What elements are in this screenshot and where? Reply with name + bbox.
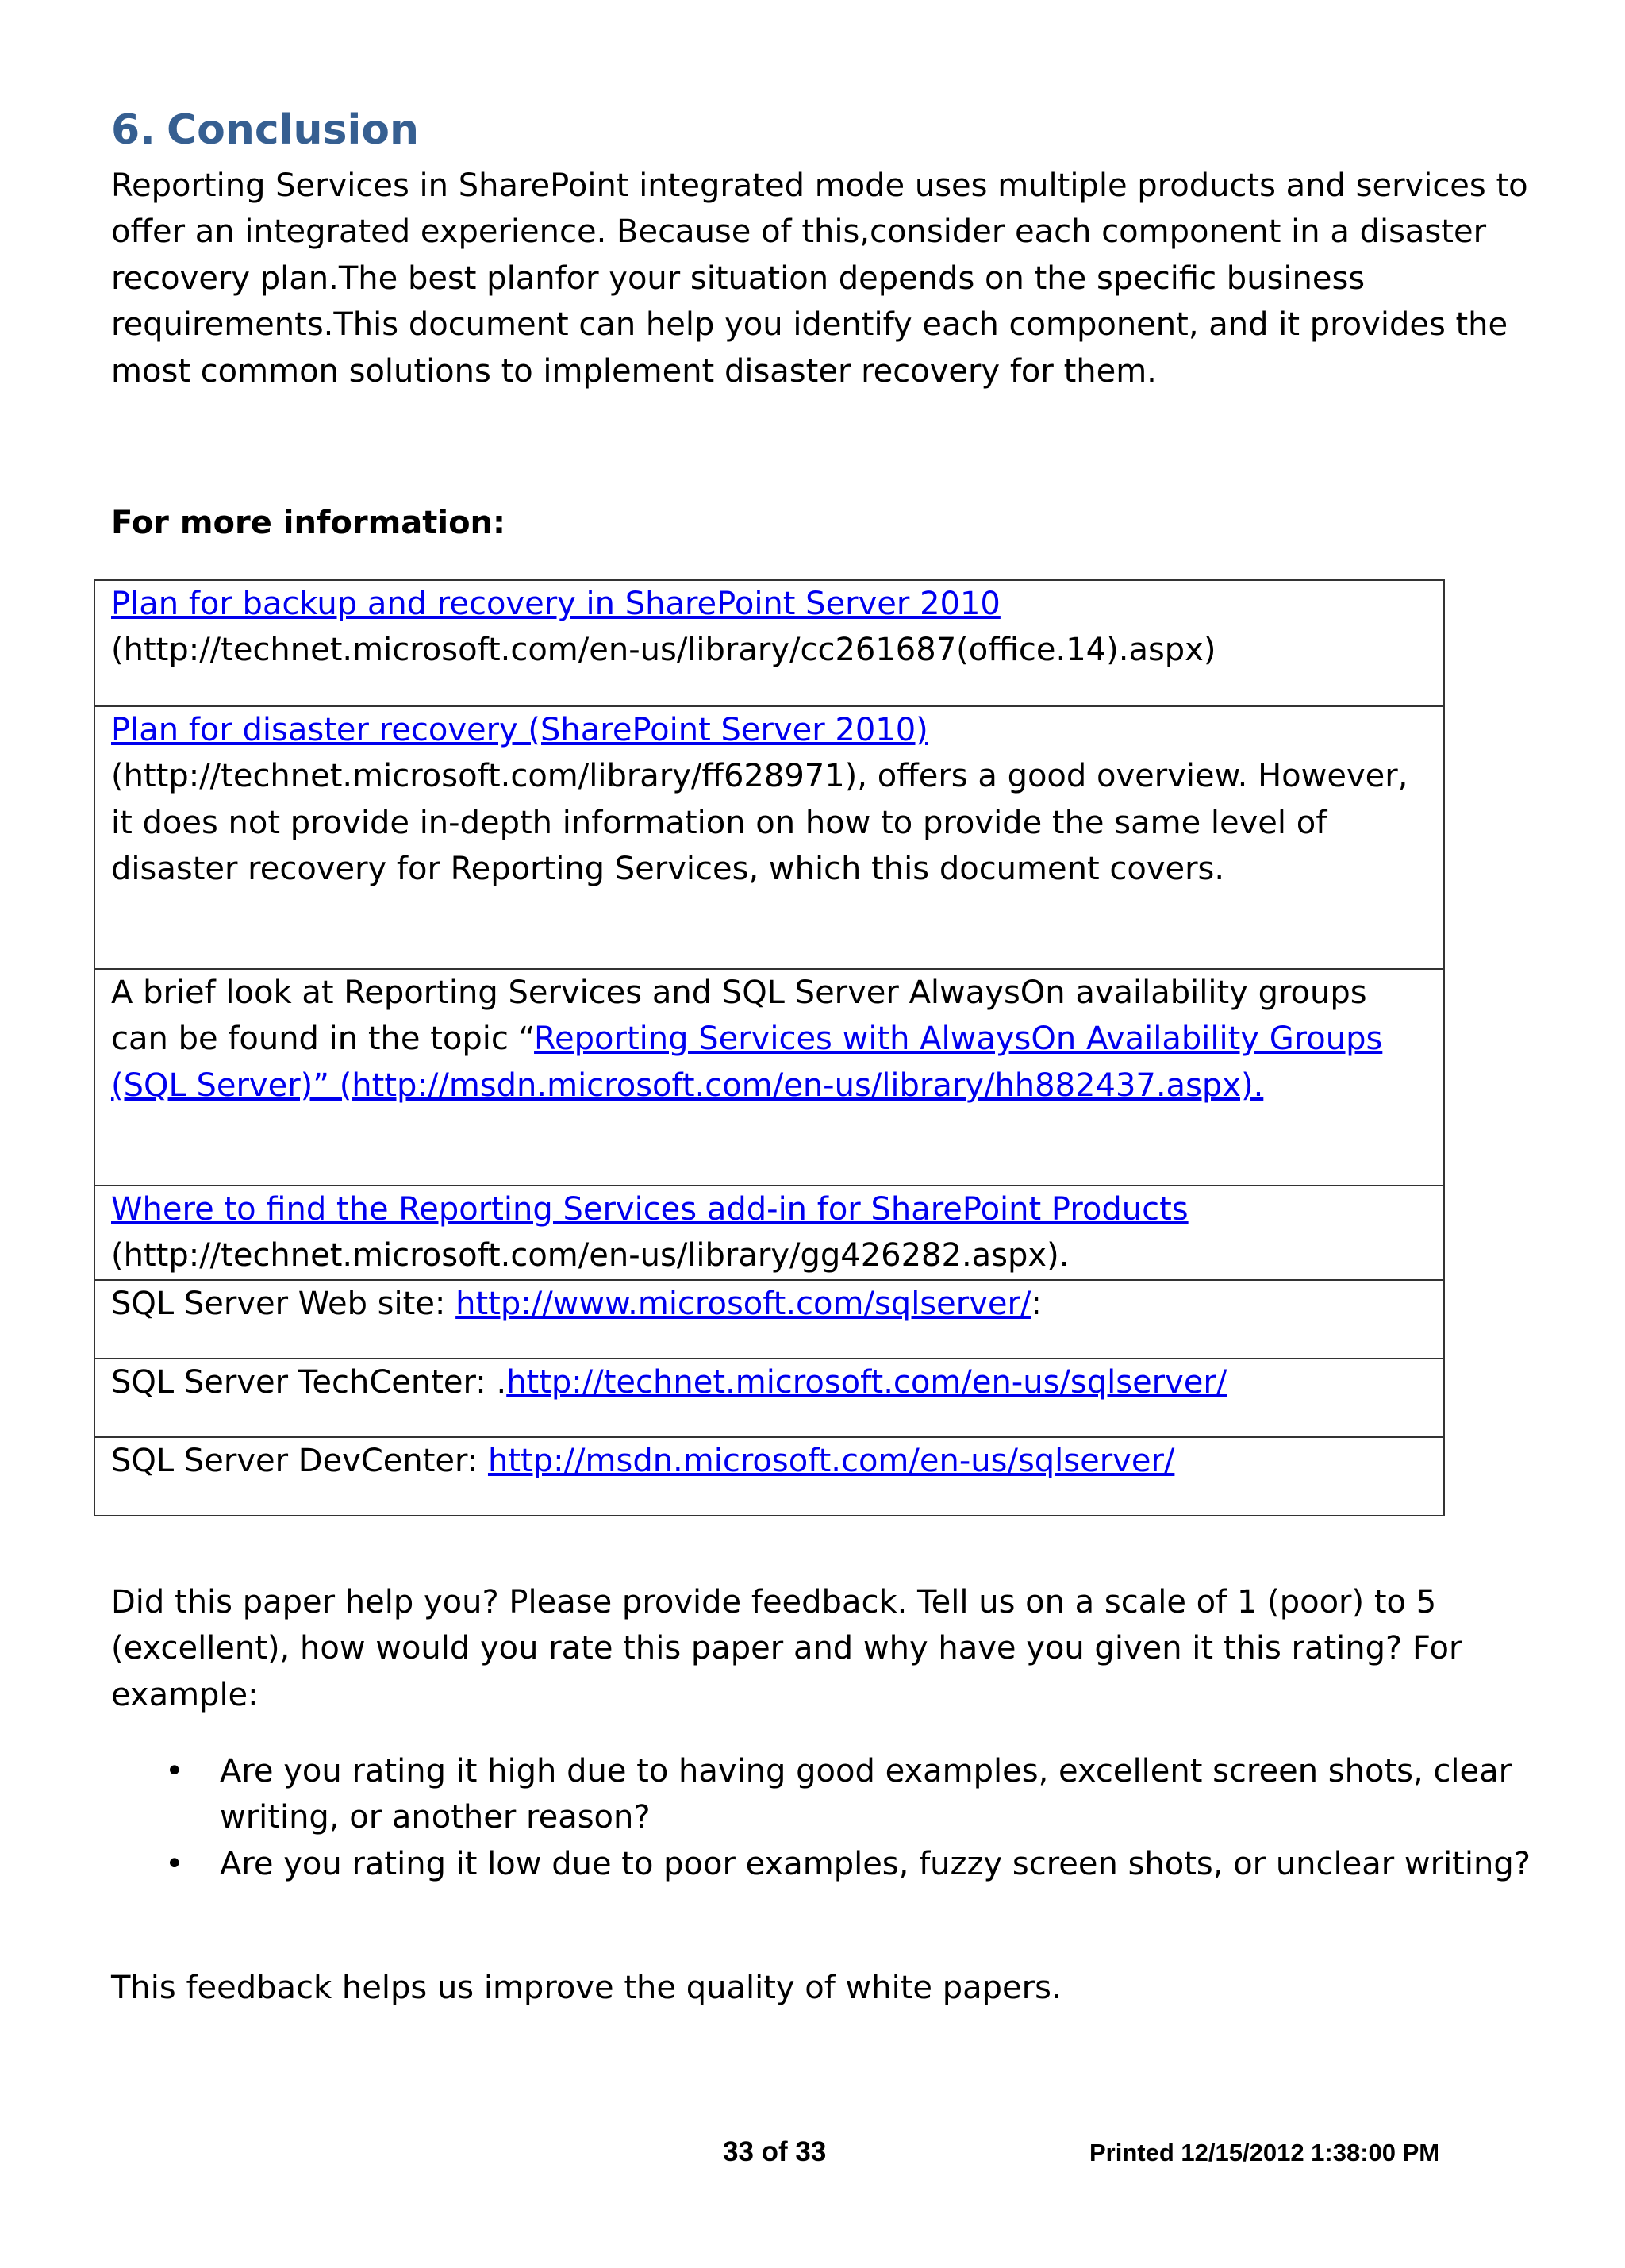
feedback-bullet-list [111,1748,1539,1887]
printed-timestamp: Printed 12/15/2012 1:38:00 PM [1089,2139,1440,2166]
row-text: (http://technet.microsoft.com/en-us/library/gg426282.aspx). [111,1237,1070,1274]
row-text: (http://technet.microsoft.com/library/ff628971), offers a good overview. However, it does not provide in-depth information on how to provide the same level of disaster recovery for Reporting Services, which this document covers. [111,758,1408,888]
table-row [94,969,1444,1186]
link-devcenter[interactable]: http://msdn.microsoft.com/en-us/sqlserver/ [487,1442,1175,1479]
table-cell [94,969,1444,1186]
intro-paragraph: Reporting Services in SharePoint integrated mode uses multiple products and services to offer an integrated experience. Because of this,consider each component in a disaster recovery plan.The best planfor your situation depends on the specific business requirements.This document can help you identify each component, and it provides the most common solutions to implement disaster recovery for them. [111,167,1528,390]
table-row [94,1186,1444,1280]
table-row [94,1280,1444,1359]
link-techcenter[interactable]: http://technet.microsoft.com/en-us/sqlserver/ [506,1363,1227,1401]
link-backup-recovery[interactable]: Plan for backup and recovery in SharePoint Server 2010 [111,586,1001,622]
table-row [94,1359,1444,1437]
link-reporting-addin[interactable]: Where to find the Reporting Services add-in for SharePoint Products [111,1191,1189,1228]
bullet-icon: • [165,1753,184,1789]
list-item [111,1841,1539,1887]
table-cell [94,1186,1444,1280]
row-prefix: SQL Server DevCenter: [111,1442,488,1479]
closing-paragraph: This feedback helps us improve the quality of white papers. [111,1970,1062,2006]
row-prefix: A brief look at Reporting Services and SQL Server AlwaysOn availability groups can be found in the topic “ [111,974,1367,1058]
table-cell [94,706,1444,969]
page-number: 33 of 33 [723,2136,827,2167]
feedback-question: Did this paper help you? Please provide feedback. Tell us on a scale of 1 (poor) to 5 (excellent), how would you rate this paper and why have you given it this rating? For example: [111,1584,1462,1713]
table-row [94,706,1444,969]
table-cell [94,1280,1444,1359]
table-cell [94,580,1444,706]
row-prefix: SQL Server Web site: [111,1285,456,1322]
more-info-table [94,579,1445,1516]
link-alwayson[interactable]: Reporting Services with AlwaysOn Availability Groups (SQL Server)” (http://msdn.microsoft.com/en-us/library/hh882437.aspx). [111,1021,1383,1104]
row-text: (http://technet.microsoft.com/en-us/library/cc261687(office.14).aspx) [111,632,1216,669]
table-cell [94,1437,1444,1516]
more-info-label: For more information: [111,505,506,541]
section-number: 6. [111,106,156,154]
row-suffix: : [1031,1285,1042,1322]
table-row [94,1437,1444,1516]
table-row [94,580,1444,706]
bullet-icon: • [165,1845,184,1882]
link-disaster-recovery[interactable]: Plan for disaster recovery (SharePoint Server 2010) [111,712,928,748]
table-cell [94,1359,1444,1437]
list-item-text: Are you rating it high due to having good examples, excellent screen shots, clear writing, or another reason? [220,1753,1512,1836]
section-heading [111,102,419,159]
list-item [111,1748,1539,1841]
section-title: Conclusion [166,106,420,154]
row-prefix: SQL Server TechCenter: . [111,1363,507,1401]
link-sqlserver-website[interactable]: http://www.microsoft.com/sqlserver/ [455,1285,1031,1322]
list-item-text: Are you rating it low due to poor examples, fuzzy screen shots, or unclear writing? [220,1845,1531,1882]
